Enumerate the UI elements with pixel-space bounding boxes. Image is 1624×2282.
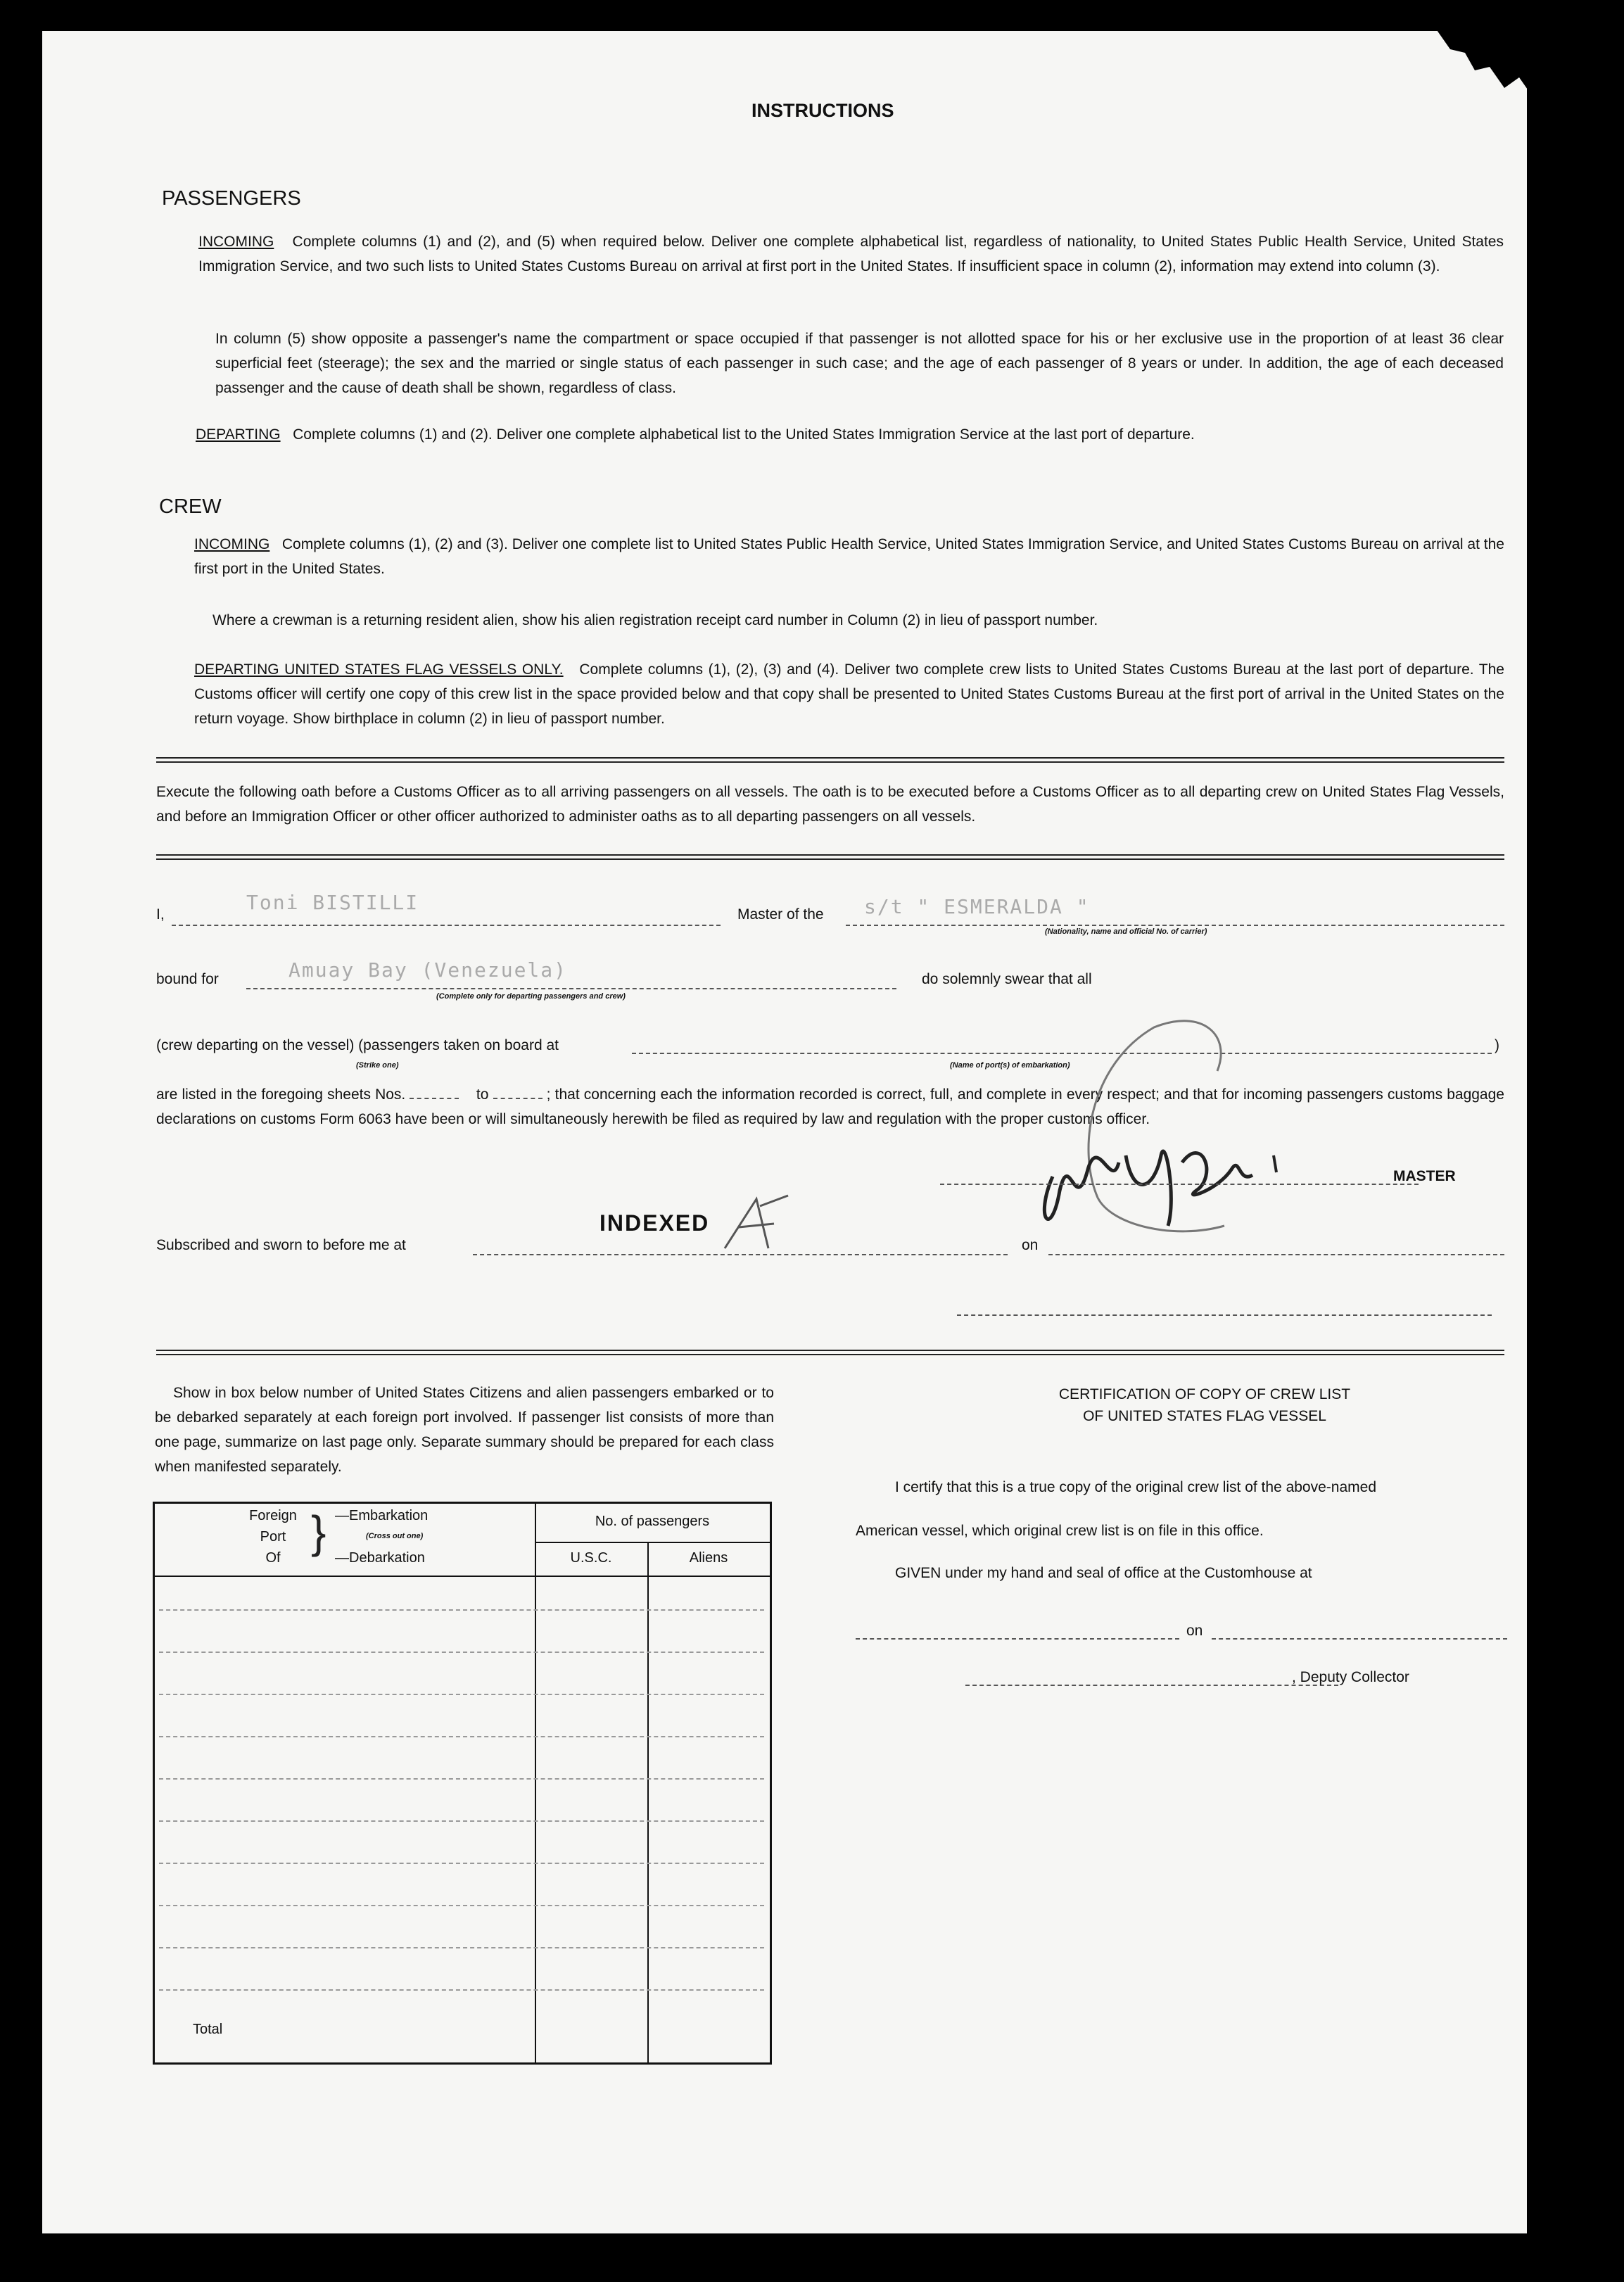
to-label: to bbox=[476, 1086, 489, 1103]
divider bbox=[156, 757, 1504, 763]
debarkation-label: —Debarkation bbox=[335, 1550, 425, 1566]
table-divider bbox=[535, 1504, 536, 2062]
crew-heading: CREW bbox=[159, 495, 222, 518]
master-signature bbox=[992, 1015, 1386, 1289]
certification-title bbox=[853, 1383, 1527, 1427]
summary-instruction-block bbox=[155, 1381, 774, 1479]
crew-incoming-text: Complete columns (1), (2) and (3). Deliver one complete list to United States Public Health Service, United States Immigration Service, and United States Customs Bureau on arrival at the first port in the United States. bbox=[194, 536, 1504, 577]
subscribed-place-line[interactable] bbox=[473, 1254, 1008, 1255]
crew-incoming-label: INCOMING bbox=[194, 536, 270, 552]
crew-departing-block bbox=[194, 657, 1504, 731]
passengers-departing-text: Complete columns (1) and (2). Deliver one complete alphabetical list to the United States Immigration Service at the last port of departure. bbox=[293, 426, 1195, 443]
master-signature-line bbox=[940, 1184, 1419, 1185]
crew-resident-text: Where a crewman is a returning resident alien, show his alien registration receipt card number in Column (2) in lieu of passport number. bbox=[212, 612, 1098, 628]
bound-for-label: bound for bbox=[156, 971, 219, 987]
col-port: Port bbox=[260, 1529, 286, 1545]
table-row[interactable] bbox=[159, 1947, 764, 1948]
listed-text: ; that concerning each the information recorded is correct, full, and complete in every respect; and that for incoming passengers customs baggage declarations on customs Form 6063 have been or will simultaneously herewith be filed as required by law and regulation with the proper customs officer. bbox=[156, 1086, 1504, 1127]
col-of: Of bbox=[265, 1550, 281, 1566]
customhouse-line[interactable] bbox=[856, 1638, 1179, 1640]
divider bbox=[156, 1350, 1504, 1355]
strike-caption: (Strike one) bbox=[356, 1061, 399, 1070]
passenger-summary-table bbox=[153, 1502, 772, 2065]
vessel-field[interactable]: s/t " ESMERALDA " bbox=[864, 895, 1090, 918]
oath-i-label: I, bbox=[156, 906, 165, 923]
crew-resident-block bbox=[212, 608, 1504, 633]
master-name-field[interactable]: Toni BISTILLI bbox=[246, 891, 419, 914]
passengers-incoming-label: INCOMING bbox=[198, 234, 274, 250]
crew-departing-label: DEPARTING UNITED STATES FLAG VESSELS ONLY. bbox=[194, 661, 564, 678]
close-paren: ) bbox=[1495, 1037, 1499, 1053]
indexed-stamp: INDEXED bbox=[600, 1210, 710, 1236]
port-caption: (Name of port(s) of embarkation) bbox=[950, 1061, 1070, 1070]
col-foreign: Foreign bbox=[249, 1508, 297, 1523]
destination-field[interactable]: Amuay Bay (Venezuela) bbox=[288, 958, 568, 982]
certify-line1: I certify that this is a true copy of the original crew list of the above-named bbox=[895, 1479, 1376, 1495]
table-row[interactable] bbox=[159, 1694, 764, 1695]
passengers-column5-text: In column (5) show opposite a passenger's name the compartment or space occupied if that passenger is not allotted space for his or her exclusive use in the proportion of at least 36 clear superficial feet (steerage); the sex and the married or single status of each passenger in such case; and the age of each passenger of 8 years or under. In addition, the age of each deceased passenger and the cause of death shall be shown, regardless of class. bbox=[215, 331, 1504, 396]
divider bbox=[156, 854, 1504, 860]
deputy-signature-line[interactable] bbox=[965, 1685, 1338, 1686]
col-usc: U.S.C. bbox=[570, 1550, 612, 1566]
listed-label: are listed in the foregoing sheets Nos. bbox=[156, 1086, 406, 1103]
oath-instruction-block bbox=[156, 780, 1504, 829]
crew-departing-text: Complete columns (1), (2), (3) and (4). Deliver two complete crew lists to United States Customs Bureau at the last port of departure. The Customs officer will certify one copy of this crew list in the space provided below and that copy shall be presented to United States Customs Bureau at the first port of arrival in the United States on the return voyage. Show birthplace in column (2) in lieu of passport number. bbox=[194, 661, 1504, 727]
total-label: Total bbox=[193, 2022, 223, 2037]
col-aliens: Aliens bbox=[689, 1550, 728, 1566]
table-row[interactable] bbox=[159, 1989, 764, 1991]
form-page bbox=[42, 31, 1527, 2233]
destination-caption: (Complete only for departing passengers and crew) bbox=[436, 992, 626, 1001]
passengers-column5-block bbox=[215, 327, 1504, 400]
table-divider bbox=[155, 1576, 770, 1577]
subscribed-label: Subscribed and sworn to before me at bbox=[156, 1237, 406, 1253]
oath-instruction-text: Execute the following oath before a Customs Officer as to all arriving passengers on all vessels. The oath is to be executed before a Customs Officer as to all departing crew on United States Flag Vessels, and before an Immigration Officer or other officer authorized to administer oaths as to all departing passengers on all vessels. bbox=[156, 784, 1504, 825]
master-of-label: Master of the bbox=[737, 906, 824, 923]
passengers-incoming-block bbox=[198, 229, 1504, 279]
page-title: INSTRUCTIONS bbox=[751, 100, 894, 121]
certification-title-line2: OF UNITED STATES FLAG VESSEL bbox=[1083, 1408, 1326, 1424]
deputy-collector-label: , Deputy Collector bbox=[1292, 1669, 1409, 1685]
subscribed-date-line[interactable] bbox=[1048, 1254, 1504, 1255]
officer-signature-line[interactable] bbox=[957, 1314, 1492, 1316]
cross-out-caption: (Cross out one) bbox=[366, 1532, 424, 1540]
passengers-departing-block bbox=[196, 422, 1504, 447]
table-row[interactable] bbox=[159, 1905, 764, 1906]
passengers-incoming-text: Complete columns (1) and (2), and (5) when required below. Deliver one complete alphabetical list, regardless of nationality, to United States Public Health Service, United States Immigration Service, and two such lists to United States Customs Bureau on arrival at first port in the United States. If insufficient space in column (2), information may extend into column (3). bbox=[198, 234, 1504, 274]
vessel-caption: (Nationality, name and official No. of carrier) bbox=[1045, 927, 1207, 936]
given-line: GIVEN under my hand and seal of office at the Customhouse at bbox=[895, 1565, 1312, 1581]
master-name-line bbox=[172, 925, 721, 926]
sheet-to-field[interactable] bbox=[493, 1098, 543, 1099]
passengers-heading: PASSENGERS bbox=[162, 187, 301, 210]
certification-on-label: on bbox=[1186, 1623, 1203, 1639]
table-row[interactable] bbox=[159, 1863, 764, 1864]
table-row[interactable] bbox=[159, 1736, 764, 1737]
swear-label: do solemnly swear that all bbox=[922, 971, 1092, 987]
crew-departing-oath-label: (crew departing on the vessel) (passengers taken on board at bbox=[156, 1037, 559, 1053]
col-no-of-passengers: No. of passengers bbox=[595, 1514, 710, 1529]
table-row[interactable] bbox=[159, 1820, 764, 1822]
table-divider bbox=[647, 1542, 649, 2062]
passengers-departing-label: DEPARTING bbox=[196, 426, 281, 443]
table-divider bbox=[535, 1542, 770, 1543]
table-row[interactable] bbox=[159, 1778, 764, 1780]
certification-title-line1: CERTIFICATION OF COPY OF CREW LIST bbox=[1058, 1386, 1351, 1402]
embarkation-label: —Embarkation bbox=[335, 1508, 429, 1523]
table-row[interactable] bbox=[159, 1652, 764, 1653]
brace: } bbox=[311, 1507, 326, 1557]
summary-instruction-text: Show in box below number of United States Citizens and alien passengers embarked or to be debarked separately at each foreign port involved. If passenger list consists of more than one page, summarize on last page only. Separate summary should be prepared for each class when manifested separately. bbox=[155, 1385, 774, 1475]
certification-date-line[interactable] bbox=[1212, 1638, 1507, 1640]
subscribed-on-label: on bbox=[1022, 1237, 1039, 1253]
certify-line2: American vessel, which original crew list is on file in this office. bbox=[856, 1523, 1264, 1539]
master-label: MASTER bbox=[1393, 1168, 1456, 1184]
indexed-initial-mark bbox=[718, 1192, 795, 1255]
sheet-from-field[interactable] bbox=[410, 1098, 459, 1099]
vessel-line bbox=[846, 925, 1504, 926]
destination-line bbox=[246, 988, 896, 989]
table-row[interactable] bbox=[159, 1609, 764, 1611]
crew-incoming-block bbox=[194, 532, 1504, 581]
